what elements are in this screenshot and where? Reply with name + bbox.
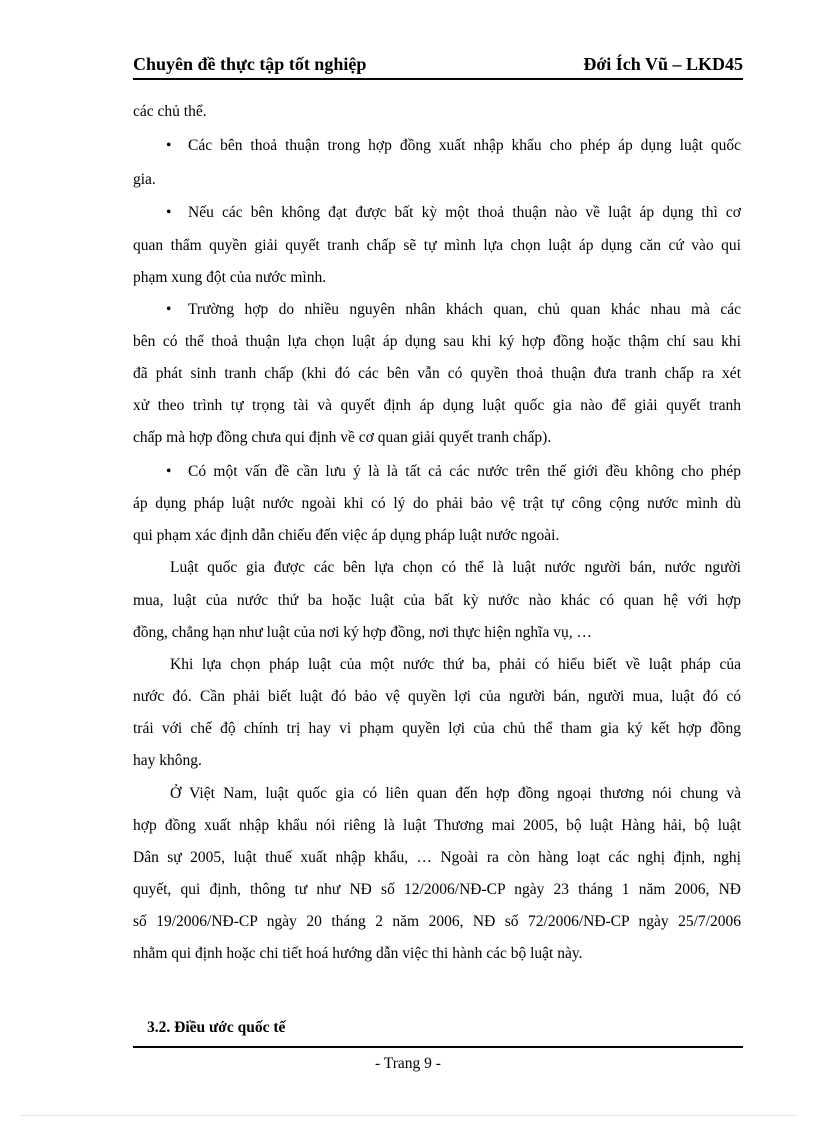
text-line: chấp mà hợp đồng chưa qui định về cơ quan giải quyết tranh chấp).: [133, 429, 552, 446]
text-line: hợp đồng xuất nhập khẩu nói riêng là luật Thương mai 2005, bộ luật Hàng hải, bộ luật: [133, 817, 741, 834]
text-line: qui phạm xác định dẫn chiếu đến việc áp dụng pháp luật nước ngoài.: [133, 527, 560, 544]
text-line: Nếu các bên không đạt được bất kỳ một thoả thuận nào về luật áp dụng thì cơ: [188, 204, 741, 221]
text-line: trái với chế độ chính trị hay vi phạm quyền lợi của chủ thể tham gia ký kết hợp đồng: [133, 720, 741, 737]
text-line: xử theo trình tự trọng tài và quyết định áp dụng luật quốc gia nào để giải quyết tranh: [133, 397, 741, 414]
page-number: - Trang 9 -: [375, 1055, 441, 1072]
text-line: mua, luật của nước thứ ba hoặc luật của bất kỳ nước nào khác có quan hệ với hợp: [133, 592, 741, 609]
text-line: quyết, qui định, thông tư như NĐ số 12/2006/NĐ-CP ngày 23 tháng 1 năm 2006, NĐ: [133, 881, 741, 898]
text-line: quan thẩm quyền giải quyết tranh chấp sẽ tự mình lựa chọn luật áp dụng căn cứ vào qui: [133, 237, 741, 254]
text-line: Các bên thoả thuận trong hợp đồng xuất nhập khẩu cho phép áp dụng luật quốc: [188, 137, 741, 154]
text-line: phạm xung đột của nước mình.: [133, 269, 327, 286]
section-heading: 3.2. Điều ước quốc tế: [147, 1019, 286, 1036]
text-line: gia.: [133, 171, 156, 188]
text-line: Luật quốc gia được các bên lựa chọn có thể là luật nước người bán, nước người: [170, 559, 741, 576]
text-line: nước đó. Cần phải biết luật đó bảo vệ quyền lợi của người bán, người mua, luật đó có: [133, 688, 741, 705]
bullet-item-line: [166, 300, 741, 320]
bullet-icon: •: [166, 204, 172, 221]
bullet-item-line: [166, 136, 741, 156]
bullet-icon: •: [166, 463, 172, 480]
text-line: nhằm qui định hoặc chi tiết hoá hướng dẫn việc thi hành các bộ luật này.: [133, 945, 583, 962]
text-line: Dân sự 2005, luật thuế xuất nhập khẩu, … Ngoài ra còn hàng loạt các nghị định, nghị: [133, 849, 741, 866]
text-line: số 19/2006/NĐ-CP ngày 20 tháng 2 năm 2006, NĐ số 72/2006/NĐ-CP ngày 25/7/2006: [133, 913, 741, 930]
text-line: Ở Việt Nam, luật quốc gia có liên quan đến hợp đồng ngoại thương nói chung và: [170, 785, 741, 802]
bullet-item-line: [166, 462, 741, 482]
bullet-icon: •: [166, 301, 172, 318]
text-line: đã phát sinh tranh chấp (khi đó các bên vẫn có quyền thoả thuận đưa tranh chấp ra xét: [133, 365, 741, 382]
text-line: Có một vấn đề cần lưu ý là là tất cả các nước trên thế giới đều không cho phép: [188, 463, 741, 480]
text-line: các chủ thể.: [133, 103, 207, 120]
footer-divider: [133, 1046, 743, 1048]
text-line: hay không.: [133, 752, 202, 769]
header-author: Đới Ích Vũ – LKD45: [583, 54, 743, 74]
page-header: [133, 52, 743, 80]
text-line: Trường hợp do nhiều nguyên nhân khách quan, chủ quan khác nhau mà các: [188, 301, 741, 318]
text-line: đồng, chẳng hạn như luật của nơi ký hợp đồng, nơi thực hiện nghĩa vụ, …: [133, 624, 592, 641]
page-bottom-border: [20, 1115, 796, 1116]
bullet-item-line: [166, 203, 741, 223]
header-document-title: Chuyên đề thực tập tốt nghiệp: [133, 54, 367, 74]
text-line: Khi lựa chọn pháp luật của một nước thứ ba, phải có hiểu biết về luật pháp của: [170, 656, 741, 673]
text-line: áp dụng pháp luật nước ngoài khi có lý do phải bảo vệ trật tự công cộng nước mình dù: [133, 495, 741, 512]
text-line: bên có thể thoả thuận lựa chọn luật áp dụng sau khi ký hợp đồng hoặc thậm chí sau khi: [133, 333, 741, 350]
bullet-icon: •: [166, 137, 172, 154]
